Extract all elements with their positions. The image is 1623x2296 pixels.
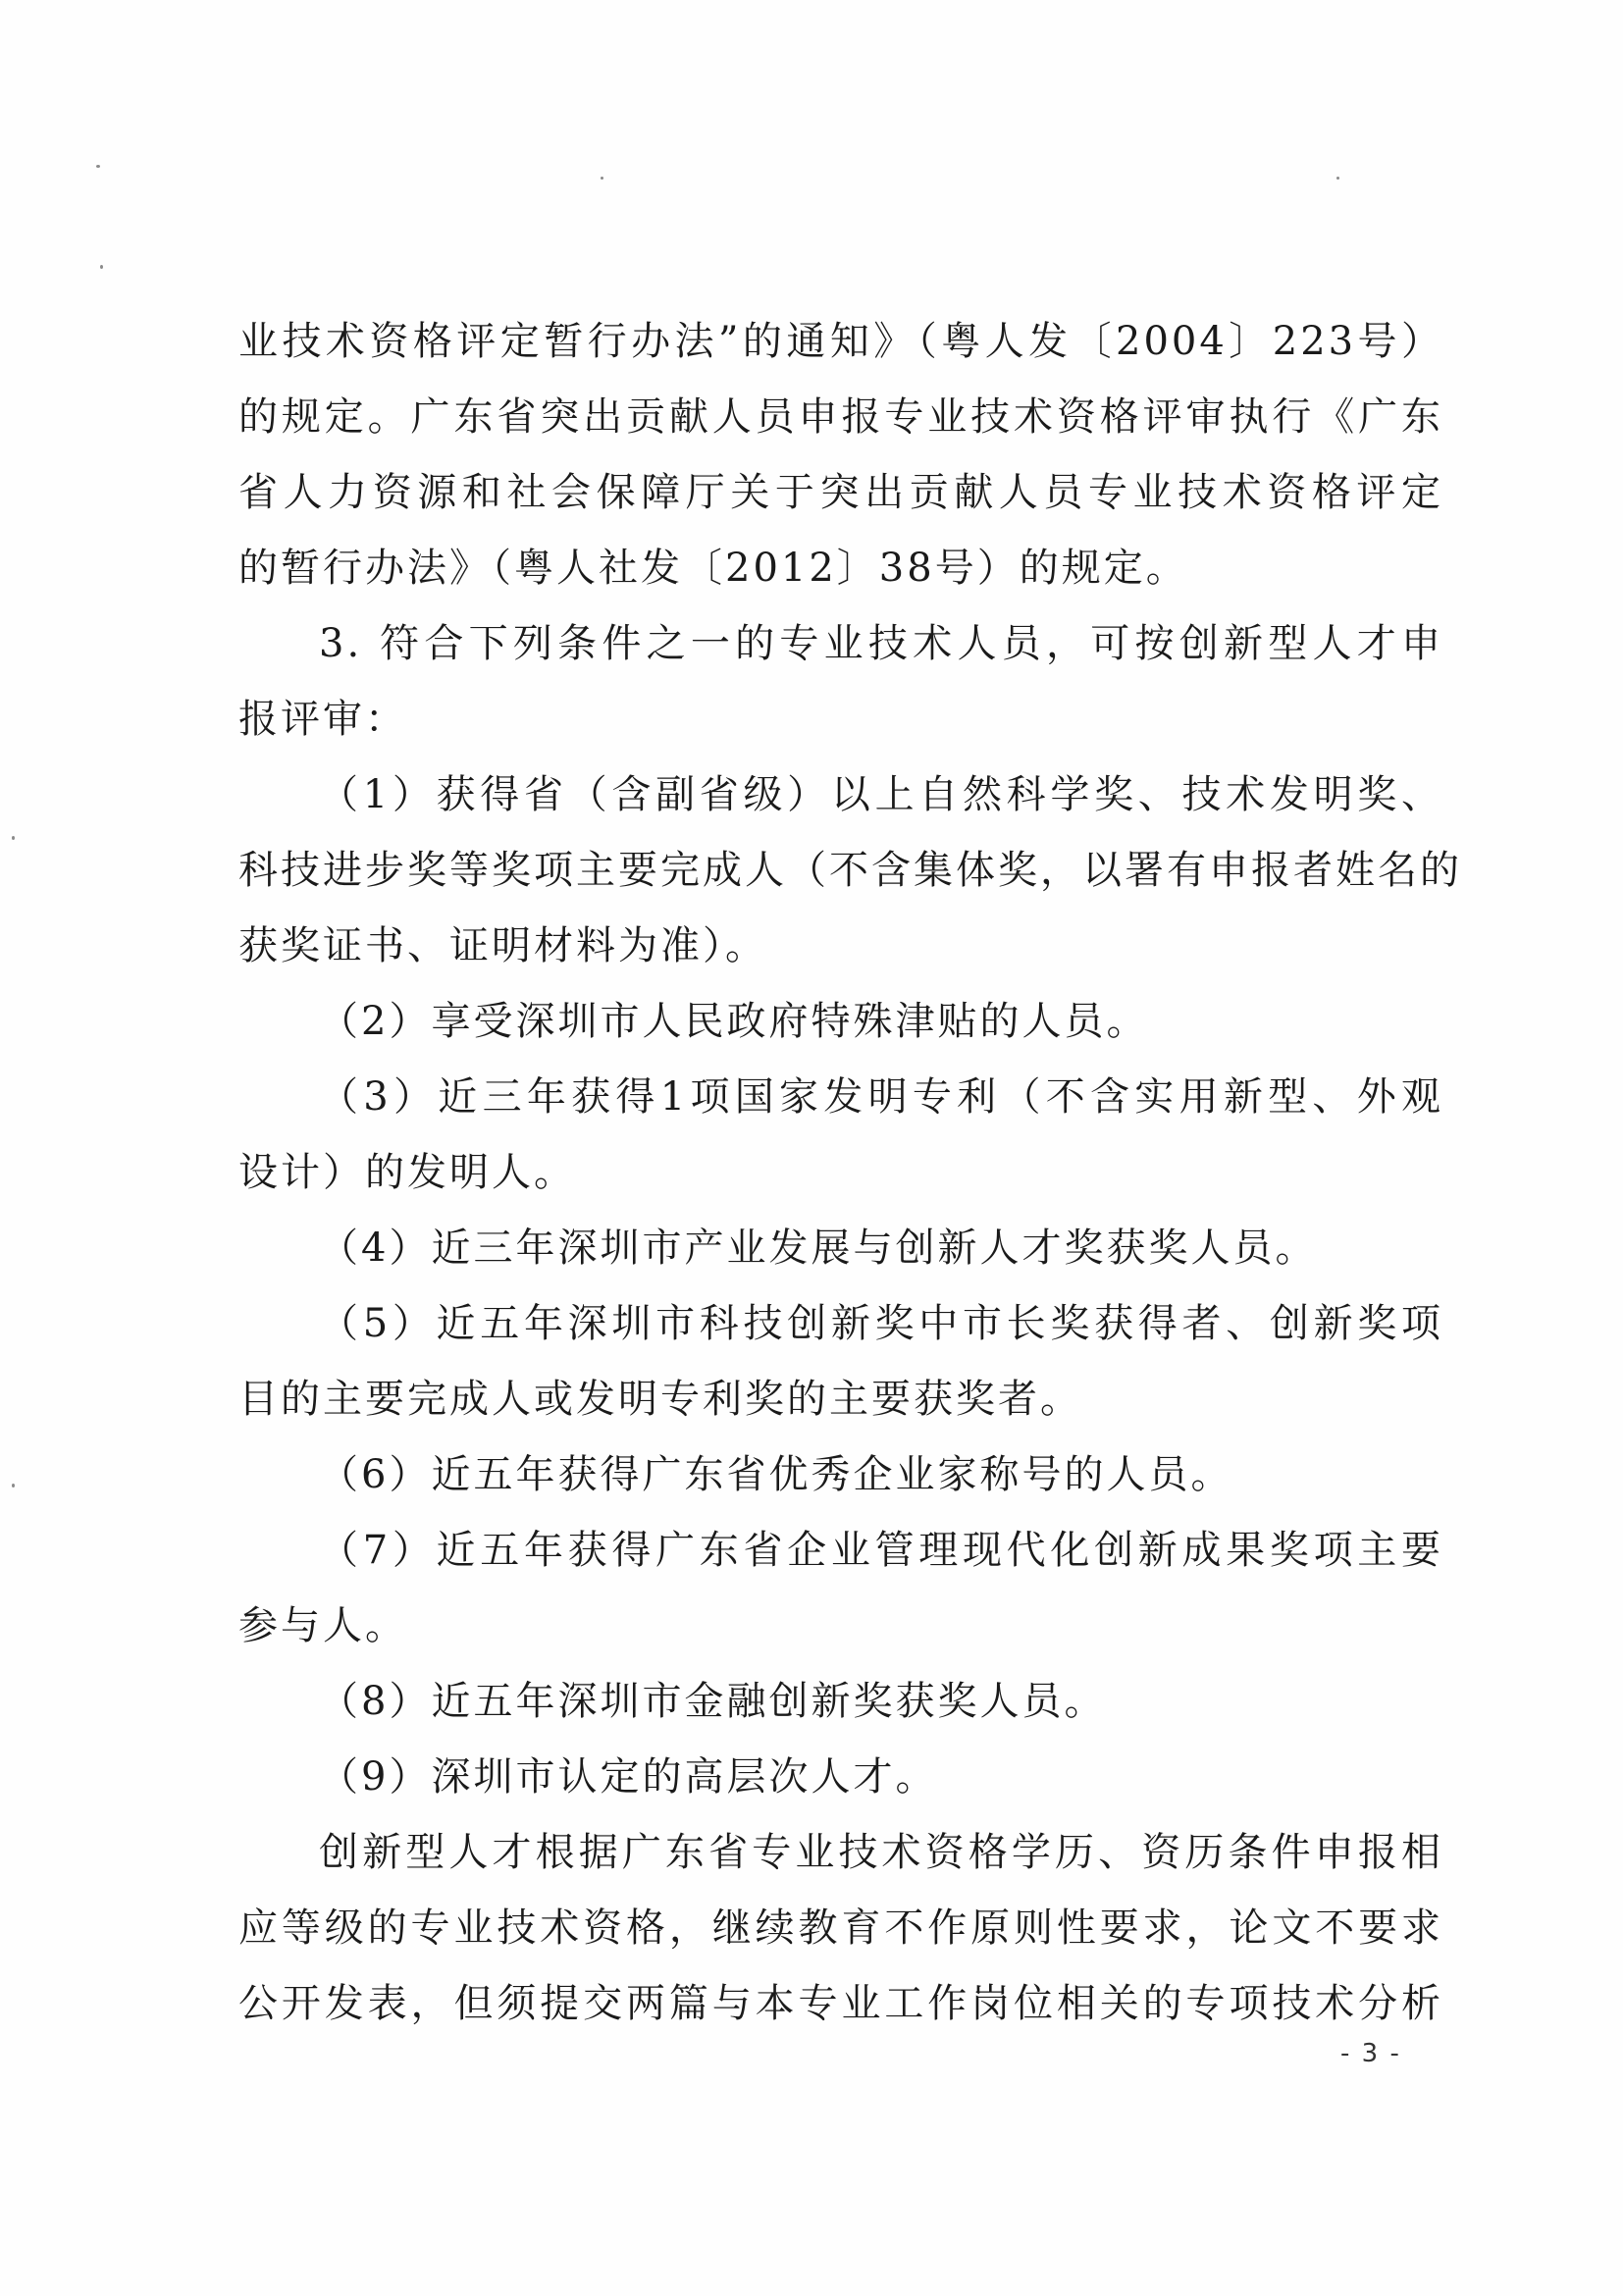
list-item-5: （5）近五年深圳市科技创新奖中市长奖获得者、创新奖项	[319, 1301, 1443, 1346]
paragraph-line: 设计）的发明人。	[238, 1150, 576, 1195]
scan-speck	[1336, 177, 1339, 180]
list-item-4: （4）近三年深圳市产业发展与创新人才奖获奖人员。	[319, 1226, 1318, 1271]
scan-speck	[12, 836, 15, 840]
list-item-2: （2）享受深圳市人民政府特殊津贴的人员。	[319, 999, 1149, 1044]
scan-speck	[100, 265, 103, 269]
list-item-8: （8）近五年深圳市金融创新奖获奖人员。	[319, 1679, 1107, 1724]
paragraph-line: 公开发表，但须提交两篇与本专业工作岗位相关的专项技术分析	[238, 1981, 1443, 2026]
paragraph-line: 的暂行办法》（粤人社发〔2012〕38号）的规定。	[238, 546, 1188, 591]
paragraph-line: 3. 符合下列条件之一的专业技术人员，可按创新型人才申	[319, 621, 1443, 666]
paragraph-line: 省人力资源和社会保障厅关于突出贡献人员专业技术资格评定	[238, 470, 1443, 515]
paragraph-line: 参与人。	[238, 1603, 407, 1648]
scan-speck	[96, 165, 100, 168]
paragraph-line: 创新型人才根据广东省专业技术资格学历、资历条件申报相	[319, 1830, 1443, 1875]
list-item-6: （6）近五年获得广东省优秀企业家称号的人员。	[319, 1452, 1233, 1497]
scan-speck	[601, 177, 603, 180]
paragraph-line: 业技术资格评定暂行办法”的通知》（粤人发〔2004〕223号）	[238, 319, 1443, 364]
paragraph-line: 报评审：	[238, 697, 407, 742]
paragraph-line: 目的主要完成人或发明专利奖的主要获奖者。	[238, 1377, 1082, 1422]
paragraph-line: 应等级的专业技术资格，继续教育不作原则性要求，论文不要求	[238, 1905, 1443, 1951]
scan-speck	[12, 1484, 15, 1487]
list-item-9: （9）深圳市认定的高层次人才。	[319, 1754, 938, 1800]
list-item-1: （1）获得省（含副省级）以上自然科学奖、技术发明奖、	[319, 772, 1443, 817]
document-body	[238, 304, 1462, 2042]
paragraph-line: 获奖证书、证明材料为准）。	[238, 923, 767, 968]
list-item-3: （3）近三年获得1项国家发明专利（不含实用新型、外观	[319, 1074, 1443, 1120]
paragraph-line: 科技进步奖等奖项主要完成人（不含集体奖，以署有申报者姓名的	[238, 848, 1462, 893]
page-number: - 3 -	[1340, 2039, 1401, 2068]
paragraph-line: 的规定。广东省突出贡献人员申报专业技术资格评审执行《广东	[238, 394, 1443, 440]
list-item-7: （7）近五年获得广东省企业管理现代化创新成果奖项主要	[319, 1528, 1443, 1573]
